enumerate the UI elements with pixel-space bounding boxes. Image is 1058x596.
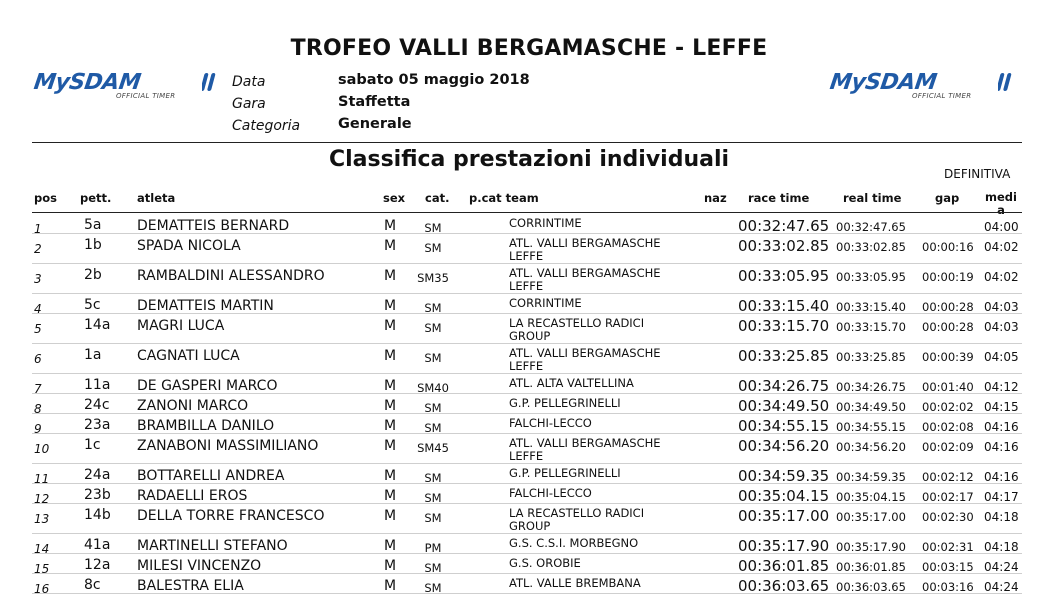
cell-team xyxy=(509,347,661,373)
cell-pett: 5a xyxy=(84,217,102,233)
cell-gap: 00:03:16 xyxy=(922,580,974,594)
row-divider xyxy=(32,573,1022,574)
cell-pett: 2b xyxy=(84,267,102,283)
cell-pos: 8 xyxy=(34,402,42,416)
team-line-1: CORRINTIME xyxy=(509,296,582,310)
cell-media: 04:00 xyxy=(984,220,1019,234)
cell-pett: 41a xyxy=(84,537,111,553)
cell-team xyxy=(509,297,582,310)
team-line-1: LA RECASTELLO RADICI xyxy=(509,506,645,520)
cell-team xyxy=(509,377,634,390)
cell-pett: 1b xyxy=(84,237,102,253)
cell-real-time: 00:34:55.15 xyxy=(836,420,906,434)
team-line-1: G.P. PELLEGRINELLI xyxy=(509,466,621,480)
team-line-1: ATL. VALLI BERGAMASCHE xyxy=(509,346,661,360)
logo-mark-icon xyxy=(202,72,218,92)
cell-gap: 00:00:19 xyxy=(922,270,974,284)
cell-pos: 9 xyxy=(34,422,42,436)
cell-cat: SM xyxy=(424,471,442,485)
cell-gap: 00:03:15 xyxy=(922,560,974,574)
col-header-race-time: race time xyxy=(748,191,810,205)
cell-atleta: DELLA TORRE FRANCESCO xyxy=(137,508,325,524)
row-divider xyxy=(32,343,1022,344)
cell-cat: SM xyxy=(424,241,442,255)
row-divider xyxy=(32,503,1022,504)
cell-team xyxy=(509,217,582,230)
cell-media: 04:16 xyxy=(984,440,1019,454)
cell-real-time: 00:35:04.15 xyxy=(836,490,906,504)
cell-sex: M xyxy=(384,398,397,414)
cell-pett: 1c xyxy=(84,437,101,453)
col-header-media: medi a xyxy=(985,190,1017,217)
table-row xyxy=(0,416,1058,434)
cell-real-time: 00:33:02.85 xyxy=(836,240,906,254)
cell-media: 04:24 xyxy=(984,560,1019,574)
cell-sex: M xyxy=(384,438,397,454)
table-row xyxy=(0,296,1058,314)
cell-media: 04:16 xyxy=(984,420,1019,434)
row-divider xyxy=(32,593,1022,594)
cell-atleta: MAGRI LUCA xyxy=(137,318,225,334)
cell-media: 04:03 xyxy=(984,300,1019,314)
cell-sex: M xyxy=(384,238,397,254)
logo-subtitle: OFFICIAL TIMER xyxy=(912,92,972,100)
logo-wordmark: MySDAM xyxy=(828,70,939,95)
cell-real-time: 00:33:15.40 xyxy=(836,300,906,314)
col-header-real-time: real time xyxy=(843,191,902,205)
cell-cat: SM xyxy=(424,301,442,315)
cell-sex: M xyxy=(384,218,397,234)
cell-gap: 00:02:09 xyxy=(922,440,974,454)
cell-sex: M xyxy=(384,558,397,574)
cell-team xyxy=(509,437,661,463)
cell-pos: 14 xyxy=(34,542,50,556)
col-header-gap: gap xyxy=(935,191,960,205)
cell-sex: M xyxy=(384,488,397,504)
col-header-naz: naz xyxy=(704,191,727,205)
cell-race-time: 00:35:17.90 xyxy=(738,537,830,555)
cell-sex: M xyxy=(384,298,397,314)
table-row xyxy=(0,506,1058,534)
logo-subtitle: OFFICIAL TIMER xyxy=(116,92,176,100)
cell-team xyxy=(509,557,581,570)
row-divider xyxy=(32,393,1022,394)
team-line-2: GROUP xyxy=(509,519,551,533)
logo-wordmark: MySDAM xyxy=(32,70,143,95)
cell-media: 04:03 xyxy=(984,320,1019,334)
table-row xyxy=(0,536,1058,554)
cell-race-time: 00:34:49.50 xyxy=(738,397,830,415)
cell-pett: 5c xyxy=(84,297,101,313)
cell-gap: 00:02:12 xyxy=(922,470,974,484)
cell-team xyxy=(509,237,661,263)
cell-media: 04:15 xyxy=(984,400,1019,414)
data-label: Data xyxy=(232,74,266,90)
table-row xyxy=(0,466,1058,484)
cell-race-time: 00:35:04.15 xyxy=(738,487,830,505)
cell-pett: 23a xyxy=(84,417,111,433)
cell-race-time: 00:34:59.35 xyxy=(738,467,830,485)
mysdam-logo-left xyxy=(34,70,209,106)
cell-pett: 24a xyxy=(84,467,111,483)
cell-pos: 13 xyxy=(34,512,50,526)
cell-sex: M xyxy=(384,418,397,434)
cell-atleta: RADAELLI EROS xyxy=(137,488,248,504)
cell-pett: 8c xyxy=(84,577,101,593)
cell-cat: SM40 xyxy=(417,381,449,395)
table-row xyxy=(0,376,1058,394)
cell-real-time: 00:35:17.90 xyxy=(836,540,906,554)
table-row xyxy=(0,486,1058,504)
cell-real-time: 00:35:17.00 xyxy=(836,510,906,524)
cell-media: 04:18 xyxy=(984,540,1019,554)
col-header-pcat-team: p.cat team xyxy=(469,191,539,205)
cell-cat: SM xyxy=(424,491,442,505)
cell-gap: 00:02:31 xyxy=(922,540,974,554)
cell-real-time: 00:33:05.95 xyxy=(836,270,906,284)
row-divider xyxy=(32,483,1022,484)
team-line-1: FALCHI-LECCO xyxy=(509,416,592,430)
cell-pett: 11a xyxy=(84,377,111,393)
table-row xyxy=(0,576,1058,594)
cell-cat: SM35 xyxy=(417,271,449,285)
cell-pos: 10 xyxy=(34,442,50,456)
cell-race-time: 00:36:03.65 xyxy=(738,577,830,595)
cell-atleta: DEMATTEIS MARTIN xyxy=(137,298,274,314)
team-line-1: ATL. VALLI BERGAMASCHE xyxy=(509,436,661,450)
col-header-pos: pos xyxy=(34,191,57,205)
cell-team xyxy=(509,317,644,343)
team-line-2: GROUP xyxy=(509,329,551,343)
cell-team xyxy=(509,507,644,533)
team-line-2: LEFFE xyxy=(509,359,544,373)
cell-team xyxy=(509,267,661,293)
cell-atleta: ZANABONI MASSIMILIANO xyxy=(137,438,319,454)
team-line-1: ATL. VALLI BERGAMASCHE xyxy=(509,266,661,280)
cell-atleta: DEMATTEIS BERNARD xyxy=(137,218,290,234)
logo-mark-icon xyxy=(998,72,1014,92)
cell-team xyxy=(509,487,592,500)
cell-pett: 1a xyxy=(84,347,102,363)
row-divider xyxy=(32,233,1022,234)
cell-race-time: 00:33:15.70 xyxy=(738,317,830,335)
cell-sex: M xyxy=(384,508,397,524)
cell-sex: M xyxy=(384,348,397,364)
cell-pos: 6 xyxy=(34,352,42,366)
cell-media: 04:05 xyxy=(984,350,1019,364)
cell-race-time: 00:33:15.40 xyxy=(738,297,830,315)
cell-atleta: BRAMBILLA DANILO xyxy=(137,418,275,434)
row-divider xyxy=(32,413,1022,414)
team-line-1: G.S. OROBIE xyxy=(509,556,581,570)
cell-race-time: 00:34:55.15 xyxy=(738,417,830,435)
table-row xyxy=(0,556,1058,574)
cell-media: 04:12 xyxy=(984,380,1019,394)
cell-atleta: RAMBALDINI ALESSANDRO xyxy=(137,268,325,284)
table-row xyxy=(0,216,1058,234)
page-title: TROFEO VALLI BERGAMASCHE - LEFFE xyxy=(290,36,768,61)
table-row xyxy=(0,396,1058,414)
cell-pos: 2 xyxy=(34,242,42,256)
cell-pos: 5 xyxy=(34,322,42,336)
cell-cat: SM45 xyxy=(417,441,449,455)
cell-pett: 12a xyxy=(84,557,111,573)
cell-gap: 00:00:39 xyxy=(922,350,974,364)
section-title: Classifica prestazioni individuali xyxy=(328,147,730,172)
categoria-label: Categoria xyxy=(232,118,301,134)
cell-media: 04:02 xyxy=(984,240,1019,254)
team-line-2: LEFFE xyxy=(509,249,544,263)
cell-pos: 15 xyxy=(34,562,50,576)
cell-real-time: 00:33:25.85 xyxy=(836,350,906,364)
cell-sex: M xyxy=(384,378,397,394)
cell-team xyxy=(509,417,592,430)
cell-race-time: 00:33:05.95 xyxy=(738,267,830,285)
col-header-pett: pett. xyxy=(80,191,112,205)
cell-sex: M xyxy=(384,318,397,334)
cell-real-time: 00:34:26.75 xyxy=(836,380,906,394)
cell-real-time: 00:33:15.70 xyxy=(836,320,906,334)
table-row xyxy=(0,436,1058,464)
cell-team xyxy=(509,467,621,480)
cell-atleta: SPADA NICOLA xyxy=(137,238,241,254)
table-row xyxy=(0,316,1058,344)
cell-gap: 00:00:28 xyxy=(922,320,974,334)
table-header-divider xyxy=(32,212,1022,213)
cell-real-time: 00:34:56.20 xyxy=(836,440,906,454)
cell-real-time: 00:32:47.65 xyxy=(836,220,906,234)
cell-team xyxy=(509,577,641,590)
team-line-1: FALCHI-LECCO xyxy=(509,486,592,500)
team-line-1: ATL. VALLI BERGAMASCHE xyxy=(509,236,661,250)
categoria-value: Generale xyxy=(338,116,412,132)
team-line-1: G.S. C.S.I. MORBEGNO xyxy=(509,536,639,550)
cell-cat: SM xyxy=(424,421,442,435)
table-row xyxy=(0,266,1058,294)
mysdam-logo-right xyxy=(830,70,1005,106)
cell-race-time: 00:33:02.85 xyxy=(738,237,830,255)
cell-real-time: 00:34:59.35 xyxy=(836,470,906,484)
cell-media: 04:18 xyxy=(984,510,1019,524)
cell-pos: 3 xyxy=(34,272,42,286)
cell-atleta: MILESI VINCENZO xyxy=(137,558,262,574)
cell-real-time: 00:34:49.50 xyxy=(836,400,906,414)
cell-cat: SM xyxy=(424,581,442,595)
cell-cat: SM xyxy=(424,401,442,415)
cell-pos: 7 xyxy=(34,382,42,396)
cell-cat: SM xyxy=(424,511,442,525)
gara-label: Gara xyxy=(232,96,266,112)
row-divider xyxy=(32,293,1022,294)
col-header-atleta: atleta xyxy=(137,191,176,205)
cell-pos: 1 xyxy=(34,222,42,236)
cell-real-time: 00:36:01.85 xyxy=(836,560,906,574)
cell-sex: M xyxy=(384,538,397,554)
team-line-1: ATL. ALTA VALTELLINA xyxy=(509,376,634,390)
row-divider xyxy=(32,313,1022,314)
cell-pos: 12 xyxy=(34,492,50,506)
cell-gap: 00:00:28 xyxy=(922,300,974,314)
data-value: sabato 05 maggio 2018 xyxy=(338,72,530,88)
cell-atleta: DE GASPERI MARCO xyxy=(137,378,278,394)
cell-media: 04:16 xyxy=(984,470,1019,484)
cell-atleta: MARTINELLI STEFANO xyxy=(137,538,288,554)
cell-atleta: CAGNATI LUCA xyxy=(137,348,240,364)
cell-gap: 00:02:17 xyxy=(922,490,974,504)
cell-gap: 00:00:16 xyxy=(922,240,974,254)
cell-race-time: 00:34:26.75 xyxy=(738,377,830,395)
cell-sex: M xyxy=(384,468,397,484)
cell-real-time: 00:36:03.65 xyxy=(836,580,906,594)
cell-atleta: ZANONI MARCO xyxy=(137,398,249,414)
row-divider xyxy=(32,433,1022,434)
cell-gap: 00:02:08 xyxy=(922,420,974,434)
header-divider xyxy=(32,142,1022,143)
cell-cat: SM xyxy=(424,321,442,335)
team-line-2: LEFFE xyxy=(509,449,544,463)
cell-gap: 00:01:40 xyxy=(922,380,974,394)
cell-race-time: 00:35:17.00 xyxy=(738,507,830,525)
cell-atleta: BALESTRA ELIA xyxy=(137,578,244,594)
cell-cat: SM xyxy=(424,561,442,575)
cell-race-time: 00:34:56.20 xyxy=(738,437,830,455)
cell-pett: 14a xyxy=(84,317,111,333)
cell-race-time: 00:32:47.65 xyxy=(738,217,830,235)
table-row xyxy=(0,236,1058,264)
team-line-1: CORRINTIME xyxy=(509,216,582,230)
team-line-1: ATL. VALLE BREMBANA xyxy=(509,576,641,590)
cell-cat: PM xyxy=(424,541,442,555)
cell-pett: 14b xyxy=(84,507,111,523)
cell-media: 04:02 xyxy=(984,270,1019,284)
status-label: DEFINITIVA xyxy=(944,167,1011,181)
row-divider xyxy=(32,533,1022,534)
cell-media: 04:24 xyxy=(984,580,1019,594)
cell-pos: 11 xyxy=(34,472,50,486)
team-line-2: LEFFE xyxy=(509,279,544,293)
cell-race-time: 00:33:25.85 xyxy=(738,347,830,365)
cell-pos: 16 xyxy=(34,582,50,596)
cell-atleta: BOTTARELLI ANDREA xyxy=(137,468,285,484)
cell-team xyxy=(509,397,621,410)
cell-gap: 00:02:02 xyxy=(922,400,974,414)
cell-sex: M xyxy=(384,268,397,284)
col-header-cat: cat. xyxy=(425,191,450,205)
cell-cat: SM xyxy=(424,221,442,235)
cell-pett: 24c xyxy=(84,397,110,413)
cell-pos: 4 xyxy=(34,302,42,316)
cell-sex: M xyxy=(384,578,397,594)
cell-team xyxy=(509,537,638,550)
team-line-1: LA RECASTELLO RADICI xyxy=(509,316,645,330)
table-row xyxy=(0,346,1058,374)
row-divider xyxy=(32,553,1022,554)
cell-race-time: 00:36:01.85 xyxy=(738,557,830,575)
cell-pett: 23b xyxy=(84,487,111,503)
cell-gap: 00:02:30 xyxy=(922,510,974,524)
cell-cat: SM xyxy=(424,351,442,365)
row-divider xyxy=(32,373,1022,374)
gara-value: Staffetta xyxy=(338,94,411,110)
row-divider xyxy=(32,263,1022,264)
row-divider xyxy=(32,463,1022,464)
col-header-sex: sex xyxy=(383,191,406,205)
cell-media: 04:17 xyxy=(984,490,1019,504)
team-line-1: G.P. PELLEGRINELLI xyxy=(509,396,621,410)
